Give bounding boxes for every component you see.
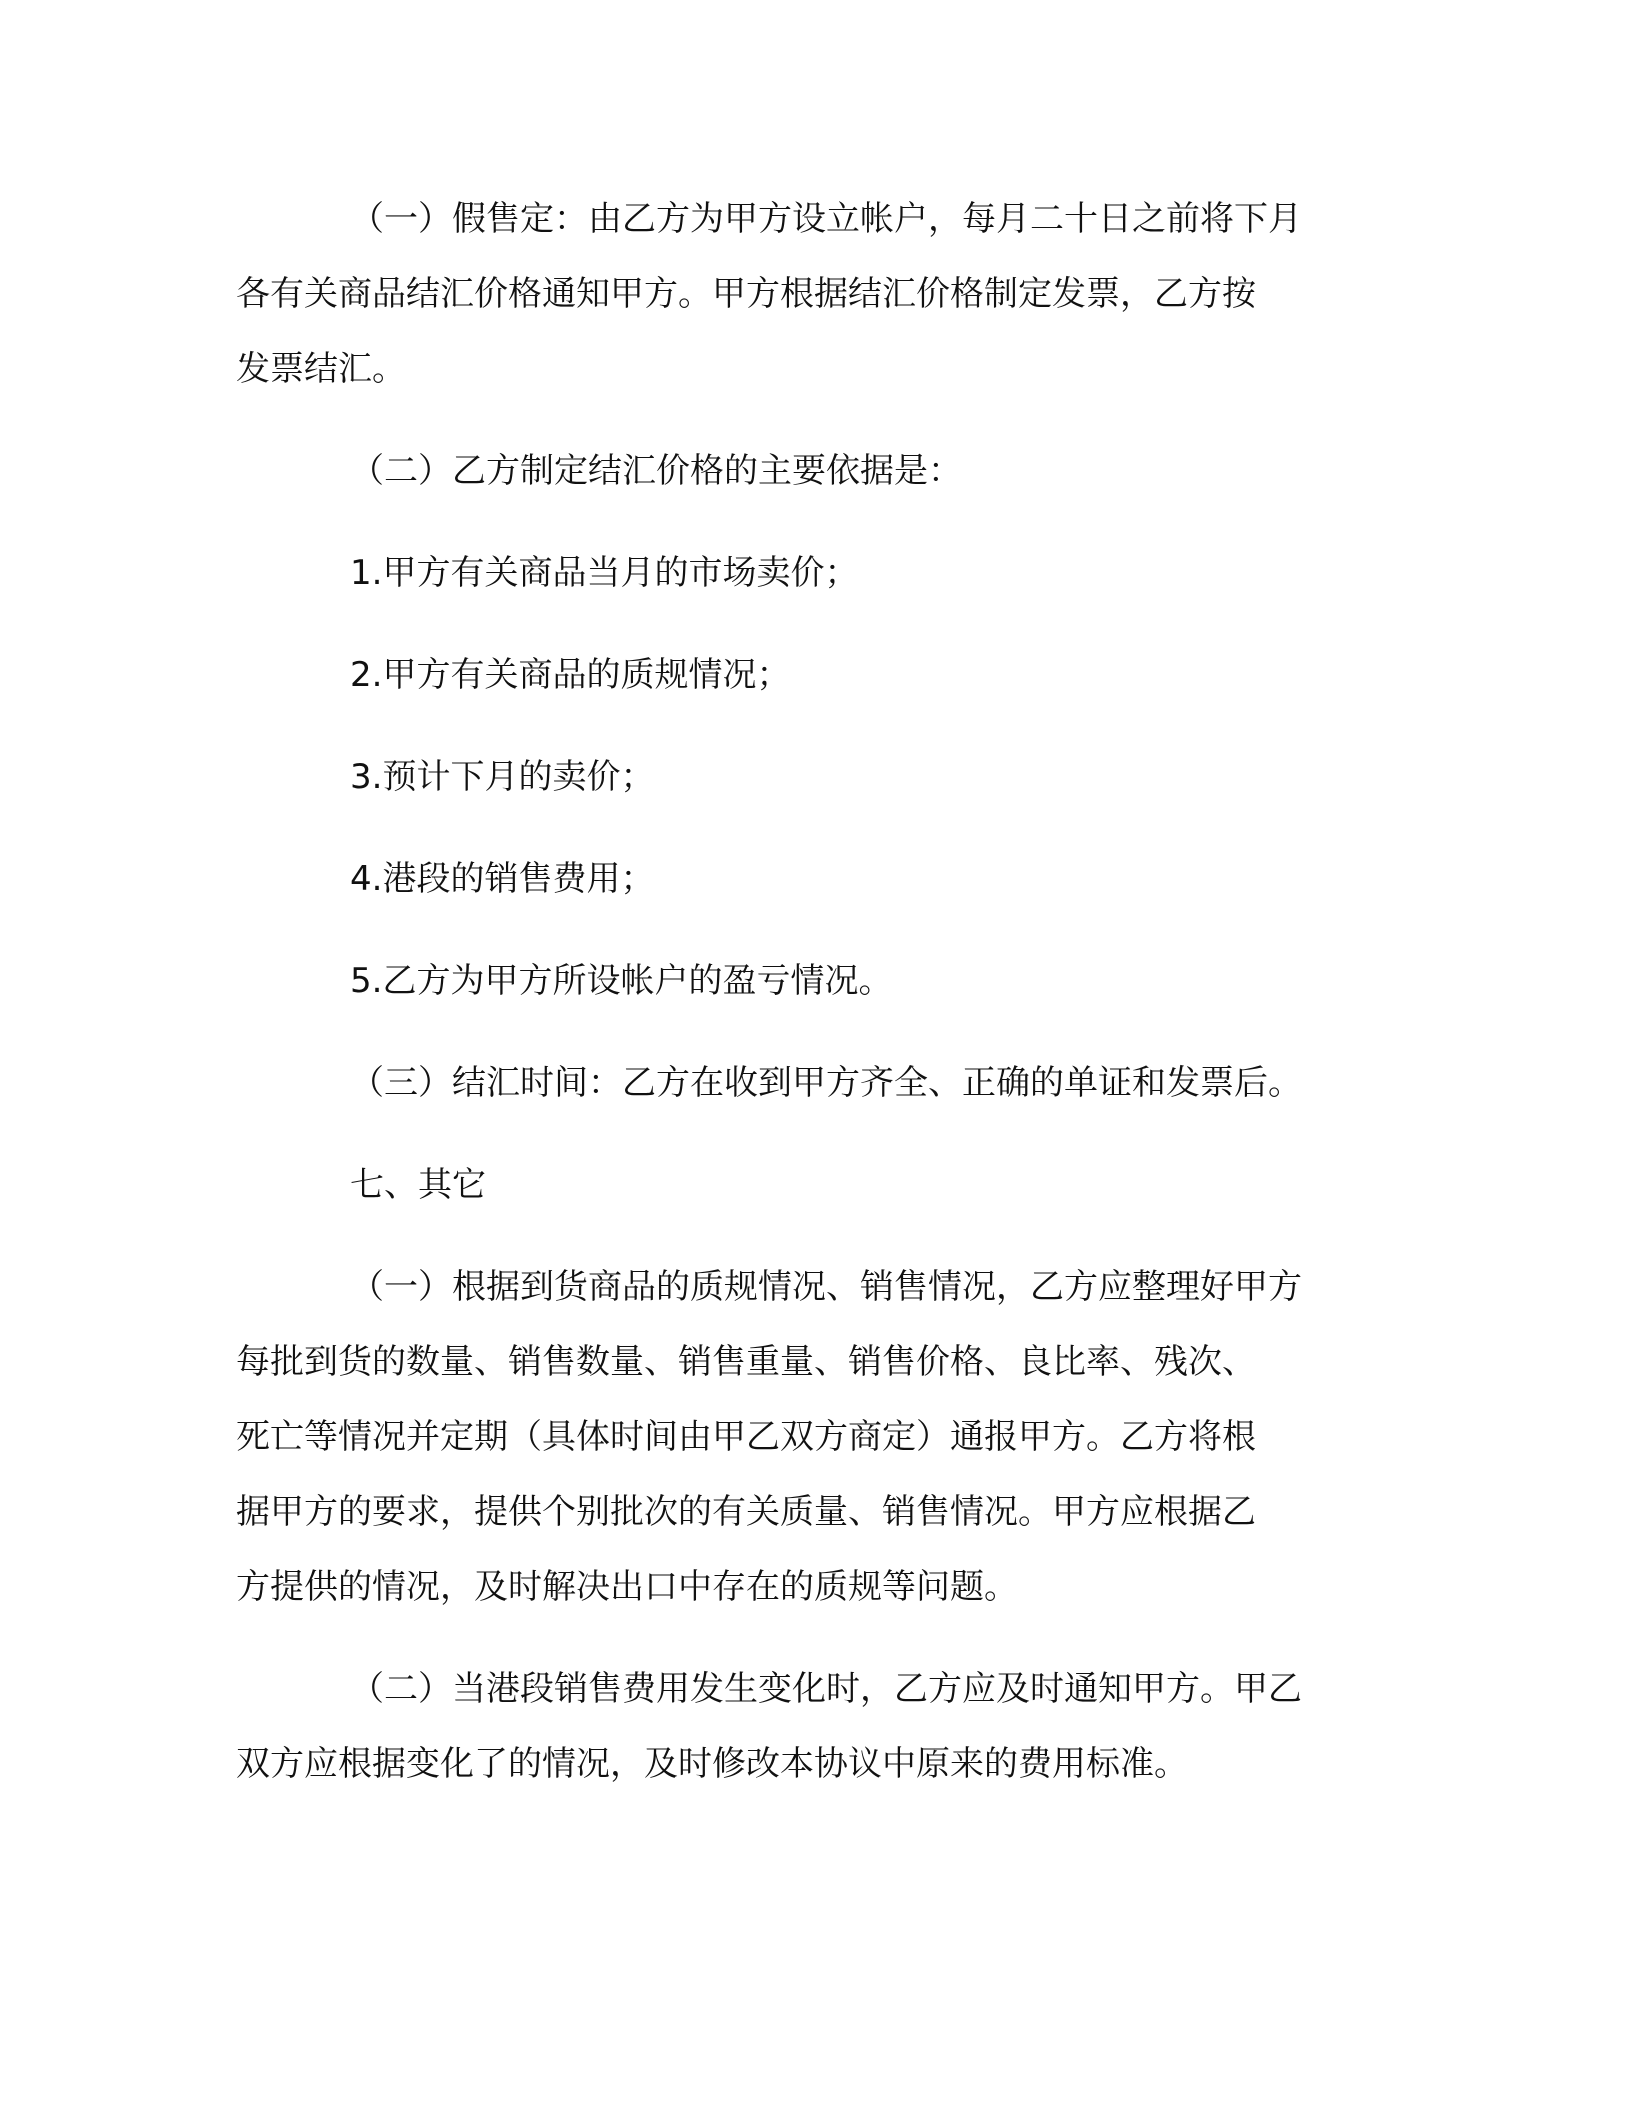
seven-clause-one-line-4: 据甲方的要求，提供个别批次的有关质量、销售情况。甲方应根据乙 <box>236 1492 1256 1532</box>
seven-clause-two-line-2: 双方应根据变化了的情况，及时修改本协议中原来的费用标准。 <box>236 1744 1188 1784</box>
seven-clause-one-line-1: （一）根据到货商品的质规情况、销售情况，乙方应整理好甲方 <box>350 1267 1302 1307</box>
seven-clause-one-line-3: 死亡等情况并定期（具体时间由甲乙双方商定）通报甲方。乙方将根 <box>236 1417 1256 1457</box>
clause-one-line-2: 各有关商品结汇价格通知甲方。甲方根据结汇价格制定发票，乙方按 <box>236 274 1256 314</box>
seven-clause-one-line-5: 方提供的情况，及时解决出口中存在的质规等问题。 <box>236 1567 1018 1607</box>
clause-one-line-1: （一）假售定：由乙方为甲方设立帐户，每月二十日之前将下月 <box>350 199 1302 239</box>
basis-item-2: 2.甲方有关商品的质规情况； <box>350 655 791 695</box>
seven-clause-two-line-1: （二）当港段销售费用发生变化时，乙方应及时通知甲方。甲乙 <box>350 1669 1302 1709</box>
clause-two-heading: （二）乙方制定结汇价格的主要依据是： <box>350 451 962 491</box>
basis-item-1: 1.甲方有关商品当月的市场卖价； <box>350 553 859 593</box>
basis-item-5: 5.乙方为甲方所设帐户的盈亏情况。 <box>350 961 893 1001</box>
clause-three: （三）结汇时间：乙方在收到甲方齐全、正确的单证和发票后。 <box>350 1063 1302 1103</box>
basis-item-4: 4.港段的销售费用； <box>350 859 655 899</box>
section-seven-heading: 七、其它 <box>350 1165 486 1205</box>
clause-one-line-3: 发票结汇。 <box>236 349 406 389</box>
basis-item-3: 3.预计下月的卖价； <box>350 757 655 797</box>
seven-clause-one-line-2: 每批到货的数量、销售数量、销售重量、销售价格、良比率、残次、 <box>236 1342 1256 1382</box>
